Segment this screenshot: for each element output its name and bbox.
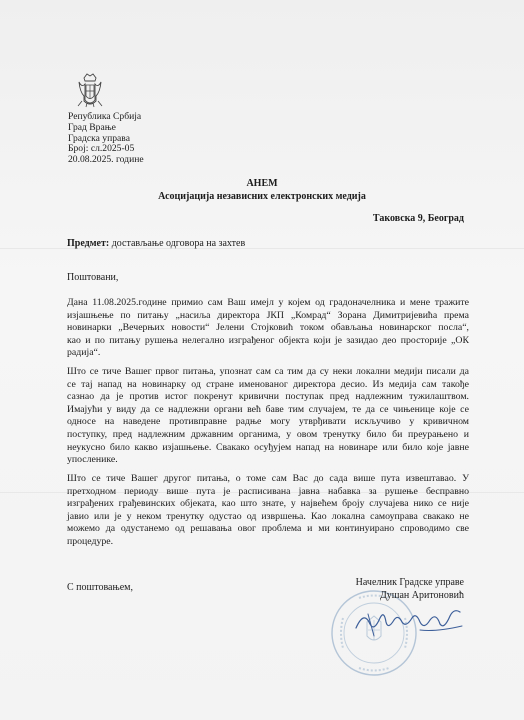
signer-name: Душан Аритоновић	[379, 589, 464, 601]
subject-label: Предмет:	[67, 238, 110, 249]
paragraph-line: изјашњење по питању „насиља директора ЈКП „Комрад“ Зорана Димитријевића према	[67, 309, 469, 321]
coat-of-arms-icon	[76, 72, 104, 108]
recipient-org-full: Асоцијација независних електронских медија	[158, 191, 366, 202]
paragraph-line: јавио или је у неком тренутку одустао од извршења. Као локална самоуправа свакако не	[67, 510, 469, 522]
signer-title: Начелник Градске управе	[355, 577, 464, 588]
paragraph-line: Што се тиче Вашег првог питања, упознат сам са тим да су неки локални медији писали да	[67, 366, 469, 377]
paragraph-line: поступку, пред надлежним државним органима, у овом тренутку било би преурањено и	[67, 428, 469, 440]
paragraph-line: односе на наведене противправне радње могу утврђивати искључиво у кривичном	[67, 416, 469, 428]
paragraph-line: можемо да одустанемо од решавања овог проблема и ми континуирано спроводимо све	[67, 523, 469, 535]
paragraph-line: сазнао да је против истог покренут кривични поступак пред надлежним тужилаштвом.	[67, 391, 469, 403]
salutation: Поштовани,	[67, 272, 119, 283]
header-city: Град Врање	[68, 121, 116, 133]
signature-block	[356, 577, 464, 602]
closing-phrase: С поштовањем,	[67, 582, 133, 593]
header-country: Република Србија	[68, 111, 142, 122]
paragraph-line: неукусно било какво изјашњење. Свакако осуђујем напад на новинаре или било које јавне	[67, 441, 469, 453]
paragraph-line: се тај напад на новинарку од стране именованог директора десио. Из медија сам такође	[67, 378, 469, 390]
handwritten-signature	[350, 602, 470, 642]
paragraph-2	[67, 366, 469, 467]
paragraph-1	[67, 297, 469, 360]
header-date: 20.08.2025. године	[68, 154, 144, 166]
paragraph-line: новинарки „Вечерњих новости“ Јелени Стојковић током обављања новинарског посла“,	[67, 322, 469, 334]
recipient-address: Таковска 9, Београд	[372, 213, 464, 224]
paragraph-line: процедуре.	[67, 535, 114, 547]
paragraph-line: радија“.	[67, 347, 101, 359]
recipient-org-short: АНЕМ	[246, 178, 278, 189]
header-department: Градска управа	[68, 132, 130, 144]
sender-header	[68, 112, 144, 166]
paragraph-3	[67, 473, 469, 549]
paragraph-line: изграђених грађевинских објеката, као што знате, у највећем броју случајева нико се није	[67, 498, 469, 510]
paragraph-line: Дана 11.08.2025.године примио сам Ваш имејл у којем од градоначелника и мене тражите	[67, 297, 469, 308]
paragraph-line: као и по питању рушења нелегално изграђеног објекта који је зазидао део просторије „ОК	[67, 334, 469, 346]
header-reference-number: Број: сл.2025-05	[68, 143, 135, 155]
paragraph-line: упосленике.	[67, 454, 118, 466]
paragraph-line: претходном периоду више пута је расписивана јавна набавка за рушење бесправно	[67, 485, 469, 497]
subject-text: достављање одговора на захтев	[109, 238, 246, 249]
subject-line	[67, 238, 245, 249]
paragraph-line: Што се тиче Вашег другог питања, о томе сам Вас до сада више пута извештавао. У	[67, 473, 469, 484]
paragraph-line: Имајући у виду да се надлежни органи већ баве тим случајем, те да се чињенице које се	[67, 403, 469, 415]
